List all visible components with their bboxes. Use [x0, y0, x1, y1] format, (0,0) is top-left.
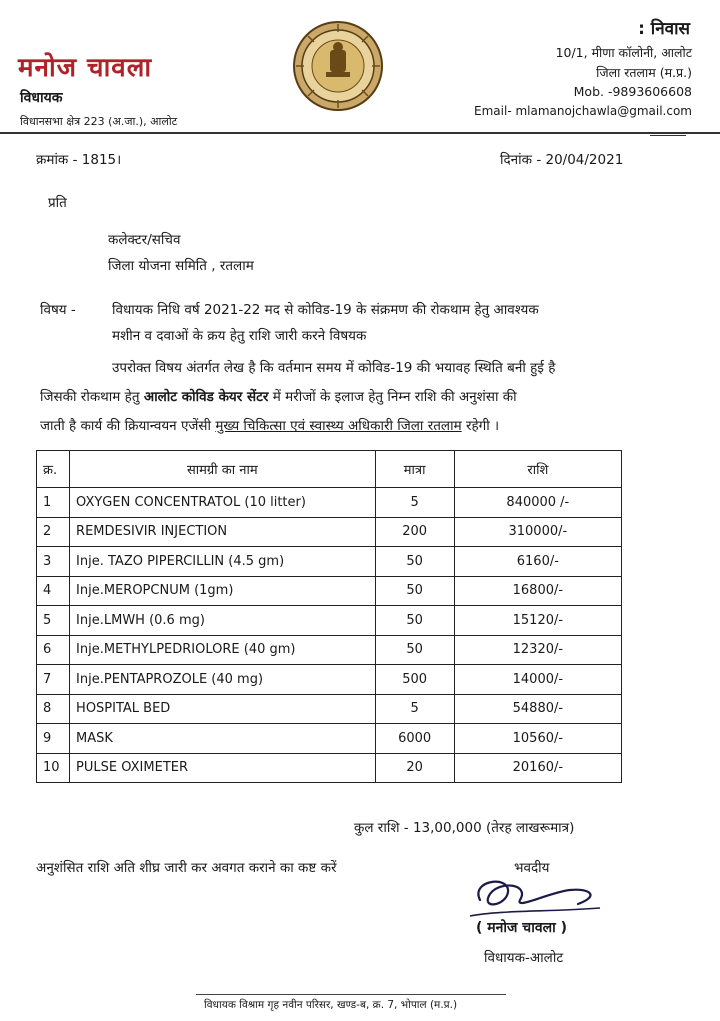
- residence-label: : निवास: [638, 19, 690, 39]
- row-quantity: 20: [375, 753, 454, 783]
- body-line-2: [40, 387, 700, 405]
- row-amount: 840000 /-: [454, 488, 621, 518]
- row-item-name: Inje.METHYLPEDRIOLORE (40 gm): [70, 635, 376, 665]
- header-quantity: मात्रा: [375, 451, 454, 488]
- row-sn: 6: [37, 635, 70, 665]
- row-item-name: OXYGEN CONCENTRATOL (10 litter): [70, 488, 376, 518]
- row-amount: 15120/-: [454, 606, 621, 636]
- total-amount: कुल राशि - 13,00,000 (तेरह लाखरूमात्र): [354, 820, 575, 836]
- reference-number: क्रमांक - 1815।: [36, 152, 122, 168]
- row-sn: 1: [37, 488, 70, 518]
- closing-request: अनुशंसित राशि अति शीघ्र जारी कर अवगत कराने का कष्ट करें: [36, 860, 337, 876]
- row-quantity: 5: [375, 488, 454, 518]
- header-divider: [0, 132, 720, 134]
- row-amount: 310000/-: [454, 517, 621, 547]
- addressee-line-1: कलेक्टर/सचिव: [108, 232, 181, 248]
- row-amount: 10560/-: [454, 724, 621, 754]
- subject-line-2: मशीन व दवाओं के क्रय हेतु राशि जारी करने विषयक: [112, 328, 367, 344]
- table-row: [37, 694, 622, 724]
- body-line-3: [40, 416, 700, 434]
- table-row: [37, 547, 622, 577]
- body-line-2-post: में मरीजों के इलाज हेतु निम्न राशि की अनुशंसा की: [268, 389, 517, 405]
- row-item-name: Inje.LMWH (0.6 mg): [70, 606, 376, 636]
- signatory-designation: विधायक-आलोट: [484, 950, 564, 966]
- row-amount: 20160/-: [454, 753, 621, 783]
- subject-line-1: विधायक निधि वर्ष 2021-22 मद से कोविड-19 के संक्रमण की रोकथाम हेतु आवश्यक: [112, 302, 539, 318]
- address-line-1: 10/1, मीणा कॉलोनी, आलोट: [555, 45, 692, 60]
- header-amount: राशि: [454, 451, 621, 488]
- body-line-3-post: रहेगी ।: [461, 418, 500, 434]
- row-item-name: Inje. TAZO PIPERCILLIN (4.5 gm): [70, 547, 376, 577]
- handwritten-signature-icon: [460, 870, 610, 950]
- row-sn: 3: [37, 547, 70, 577]
- body-line-1: उपरोक्त विषय अंतर्गत लेख है कि वर्तमान समय में कोविड-19 की भयावह स्थिति बनी हुई है: [112, 360, 556, 376]
- header-sn: क्र.: [37, 451, 70, 488]
- bhavdiya: भवदीय: [514, 860, 550, 876]
- table-row: [37, 488, 622, 518]
- mobile-number: Mob. -9893606608: [573, 84, 692, 99]
- row-amount: 54880/-: [454, 694, 621, 724]
- row-sn: 10: [37, 753, 70, 783]
- row-quantity: 50: [375, 606, 454, 636]
- row-item-name: REMDESIVIR INJECTION: [70, 517, 376, 547]
- table-header-row: [37, 451, 622, 488]
- footer-address: विधायक विश्राम गृह नवीन परिसर, खण्ड-ब, क्र. 7, भोपाल (म.प्र.): [204, 999, 458, 1011]
- row-sn: 5: [37, 606, 70, 636]
- constituency: विधानसभा क्षेत्र 223 (अ.जा.), आलोट: [20, 115, 178, 128]
- designation: विधायक: [20, 90, 63, 106]
- letter-date: दिनांक - 20/04/2021: [500, 152, 624, 168]
- subject-label: विषय -: [40, 302, 76, 318]
- row-quantity: 5: [375, 694, 454, 724]
- table-row: [37, 665, 622, 695]
- row-quantity: 6000: [375, 724, 454, 754]
- row-quantity: 50: [375, 547, 454, 577]
- row-quantity: 500: [375, 665, 454, 695]
- header-item-name: सामग्री का नाम: [70, 451, 376, 488]
- row-amount: 6160/-: [454, 547, 621, 577]
- row-quantity: 200: [375, 517, 454, 547]
- table-row: [37, 635, 622, 665]
- body-line-3-pre: जाती है कार्य की क्रियान्वयन एजेंसी: [40, 418, 216, 434]
- signatory-name: ( मनोज चावला ): [476, 920, 567, 936]
- table-row: [37, 753, 622, 783]
- row-sn: 4: [37, 576, 70, 606]
- row-sn: 7: [37, 665, 70, 695]
- covid-care-centre: आलोट कोविड केयर सेंटर: [143, 389, 269, 405]
- row-amount: 14000/-: [454, 665, 621, 695]
- row-item-name: MASK: [70, 724, 376, 754]
- table-row: [37, 517, 622, 547]
- row-sn: 9: [37, 724, 70, 754]
- row-quantity: 50: [375, 576, 454, 606]
- row-sn: 8: [37, 694, 70, 724]
- email-address: Email- mlamanojchawla@gmail.com: [474, 104, 692, 118]
- table-row: [37, 724, 622, 754]
- prati-label: प्रति: [48, 195, 67, 211]
- mla-name: मनोज चावला: [18, 53, 153, 83]
- emblem-seal-icon: [292, 20, 384, 112]
- row-amount: 12320/-: [454, 635, 621, 665]
- implementing-agency: मुख्य चिकित्सा एवं स्वास्थ्य अधिकारी जिला रतलाम: [215, 418, 462, 434]
- address-line-2: जिला रतलाम (म.प्र.): [596, 65, 692, 80]
- footer-divider: [196, 994, 506, 995]
- addressee-line-2: जिला योजना समिति , रतलाम: [108, 258, 254, 274]
- row-amount: 16800/-: [454, 576, 621, 606]
- table-row: [37, 576, 622, 606]
- row-item-name: Inje.MEROPCNUM (1gm): [70, 576, 376, 606]
- row-item-name: HOSPITAL BED: [70, 694, 376, 724]
- row-item-name: Inje.PENTAPROZOLE (40 mg): [70, 665, 376, 695]
- row-item-name: PULSE OXIMETER: [70, 753, 376, 783]
- header-divider-small: [650, 135, 686, 136]
- row-quantity: 50: [375, 635, 454, 665]
- table-row: [37, 606, 622, 636]
- items-table: [36, 450, 622, 783]
- body-line-2-pre: जिसकी रोकथाम हेतु: [40, 389, 144, 405]
- row-sn: 2: [37, 517, 70, 547]
